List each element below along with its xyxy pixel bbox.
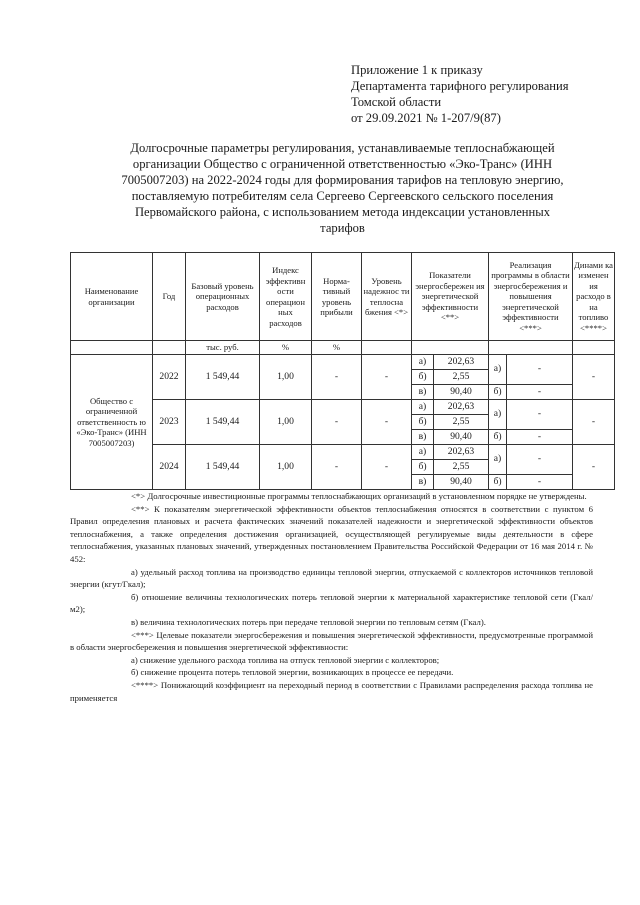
program-value: - bbox=[507, 445, 573, 475]
parameters-table bbox=[70, 252, 615, 490]
units-index: % bbox=[260, 341, 312, 355]
program-value: - bbox=[507, 400, 573, 430]
title-line: поставляемую потребителям села Сергеево Сергеевского сельского поселения bbox=[131, 189, 554, 203]
index-cell: 1,00 bbox=[260, 400, 312, 445]
energy-value: 202,63 bbox=[434, 400, 489, 415]
program-label: б) bbox=[489, 430, 507, 445]
title-line: тарифов bbox=[320, 221, 365, 235]
energy-value: 90,40 bbox=[434, 430, 489, 445]
appendix-line: Томской области bbox=[351, 95, 442, 109]
units-row bbox=[71, 341, 615, 355]
appendix-line: Департамента тарифного регулирования bbox=[351, 79, 569, 93]
title-line: 7005007203) на 2022-2024 годы для формирования тарифов на тепловую энергию, bbox=[121, 173, 564, 187]
program-label: а) bbox=[489, 355, 507, 385]
program-label: б) bbox=[489, 385, 507, 400]
footnote-4: <****> Понижающий коэффициент на переходный период в соответствии с Правилами распределения расхода топлива не применяется bbox=[70, 679, 593, 703]
header-dynamics: Динами ка изменен ия расходо в на топливо <****> bbox=[573, 253, 615, 341]
title-line: организации Общество с ограниченной ответственностью «Эко-Транс» (ИНН bbox=[132, 157, 553, 171]
energy-label: а) bbox=[412, 355, 434, 370]
profit-cell: - bbox=[312, 445, 362, 490]
units-cell bbox=[71, 341, 153, 355]
energy-label: в) bbox=[412, 475, 434, 490]
appendix-line: от 29.09.2021 № 1-207/9(87) bbox=[351, 111, 501, 125]
program-value: - bbox=[507, 355, 573, 385]
header-base: Базовый уровень операционных расходов bbox=[186, 253, 260, 341]
header-index: Индекс эффективн ости операцион ных расходов bbox=[260, 253, 312, 341]
header-year: Год bbox=[153, 253, 186, 341]
header-program: Реализация программы в области энергосбережения и повышения энергетической эффективности <***> bbox=[489, 253, 573, 341]
index-cell: 1,00 bbox=[260, 445, 312, 490]
table-row bbox=[71, 400, 615, 415]
base-cell: 1 549,44 bbox=[186, 400, 260, 445]
document-title bbox=[70, 140, 615, 236]
footnote-3: <***> Целевые показатели энергосбережения и повышения энергетической эффективности, предусмотренные программой в области энергосбережения и повышения энергетической эффективности: bbox=[70, 629, 593, 653]
reliability-cell: - bbox=[362, 400, 412, 445]
energy-value: 2,55 bbox=[434, 370, 489, 385]
energy-label: б) bbox=[412, 460, 434, 475]
base-cell: 1 549,44 bbox=[186, 355, 260, 400]
energy-label: а) bbox=[412, 400, 434, 415]
year-cell: 2024 bbox=[153, 445, 186, 490]
year-cell: 2022 bbox=[153, 355, 186, 400]
units-cell bbox=[362, 341, 412, 355]
title-line: Первомайского района, с использованием метода индексации установленных bbox=[134, 205, 551, 219]
appendix-line: Приложение 1 к приказу bbox=[351, 63, 483, 77]
footnotes bbox=[70, 490, 593, 704]
org-name-cell: Общество с ограниченной ответственность ю «Эко-Транс» (ИНН 7005007203) bbox=[71, 355, 153, 490]
units-cell bbox=[489, 341, 573, 355]
program-label: а) bbox=[489, 445, 507, 475]
program-value: - bbox=[507, 385, 573, 400]
energy-value: 90,40 bbox=[434, 385, 489, 400]
index-cell: 1,00 bbox=[260, 355, 312, 400]
energy-label: в) bbox=[412, 430, 434, 445]
program-value: - bbox=[507, 475, 573, 490]
dynamics-cell: - bbox=[573, 355, 615, 400]
energy-label: б) bbox=[412, 370, 434, 385]
units-cell bbox=[412, 341, 489, 355]
base-cell: 1 549,44 bbox=[186, 445, 260, 490]
footnote-2b: б) отношение величины технологических потерь тепловой энергии к материальной характеристике тепловой сети (Гкал/м2); bbox=[70, 591, 593, 615]
units-cell bbox=[153, 341, 186, 355]
footnote-2a: а) удельный расход топлива на производство единицы тепловой энергии, отпускаемой с коллекторов источников тепловой энергии (кгут/Гкал); bbox=[70, 566, 593, 590]
program-label: б) bbox=[489, 475, 507, 490]
reliability-cell: - bbox=[362, 445, 412, 490]
header-row bbox=[71, 253, 615, 341]
units-cell bbox=[573, 341, 615, 355]
header-profit: Норма- тивный уровень прибыли bbox=[312, 253, 362, 341]
year-cell: 2023 bbox=[153, 400, 186, 445]
units-profit: % bbox=[312, 341, 362, 355]
energy-value: 2,55 bbox=[434, 415, 489, 430]
program-label: а) bbox=[489, 400, 507, 430]
header-org: Наименование организации bbox=[71, 253, 153, 341]
footnote-1: <*> Долгосрочные инвестиционные программы теплоснабжающих организаций в установленном порядке не утверждены. bbox=[131, 491, 587, 501]
energy-label: б) bbox=[412, 415, 434, 430]
reliability-cell: - bbox=[362, 355, 412, 400]
header-reliability: Уровень надежнос ти теплосна бжения <*> bbox=[362, 253, 412, 341]
appendix-block bbox=[351, 62, 569, 126]
energy-value: 202,63 bbox=[434, 445, 489, 460]
energy-value: 90,40 bbox=[434, 475, 489, 490]
profit-cell: - bbox=[312, 400, 362, 445]
footnote-2: <**> К показателям энергетической эффективности объектов теплоснабжения относятся в соответствии с пунктом 6 Правил определения плановых и расчета фактических значений показателей надежности и энергетической эффективности объектов теплоснабжения, а также определения достижения организацией, осуществляющей регулируемые виды деятельности в сфере теплоснабжения, указанных плановых значений, утвержденных постановлением Правительства Российской Федерации от 16 мая 2014 г. № 452: bbox=[70, 503, 593, 564]
dynamics-cell: - bbox=[573, 445, 615, 490]
footnote-3b: б) снижение процента потерь тепловой энергии, возникающих в процессе ее передачи. bbox=[131, 667, 454, 678]
profit-cell: - bbox=[312, 355, 362, 400]
energy-label: а) bbox=[412, 445, 434, 460]
footnote-3a: а) снижение удельного расхода топлива на отпуск тепловой энергии с коллекторов; bbox=[131, 654, 440, 665]
program-value: - bbox=[507, 430, 573, 445]
table-row bbox=[71, 355, 615, 370]
energy-value: 202,63 bbox=[434, 355, 489, 370]
footnote-2c: в) величина технологических потерь при передаче тепловой энергии по тепловым сетям (Гкал). bbox=[131, 616, 486, 627]
dynamics-cell: - bbox=[573, 400, 615, 445]
table-row bbox=[71, 445, 615, 460]
energy-value: 2,55 bbox=[434, 460, 489, 475]
title-line: Долгосрочные параметры регулирования, устанавливаемые теплоснабжающей bbox=[130, 141, 555, 155]
energy-label: в) bbox=[412, 385, 434, 400]
units-base: тыс. руб. bbox=[186, 341, 260, 355]
header-energy: Показатели энергосбережен ия энергетической эффективности <**> bbox=[412, 253, 489, 341]
